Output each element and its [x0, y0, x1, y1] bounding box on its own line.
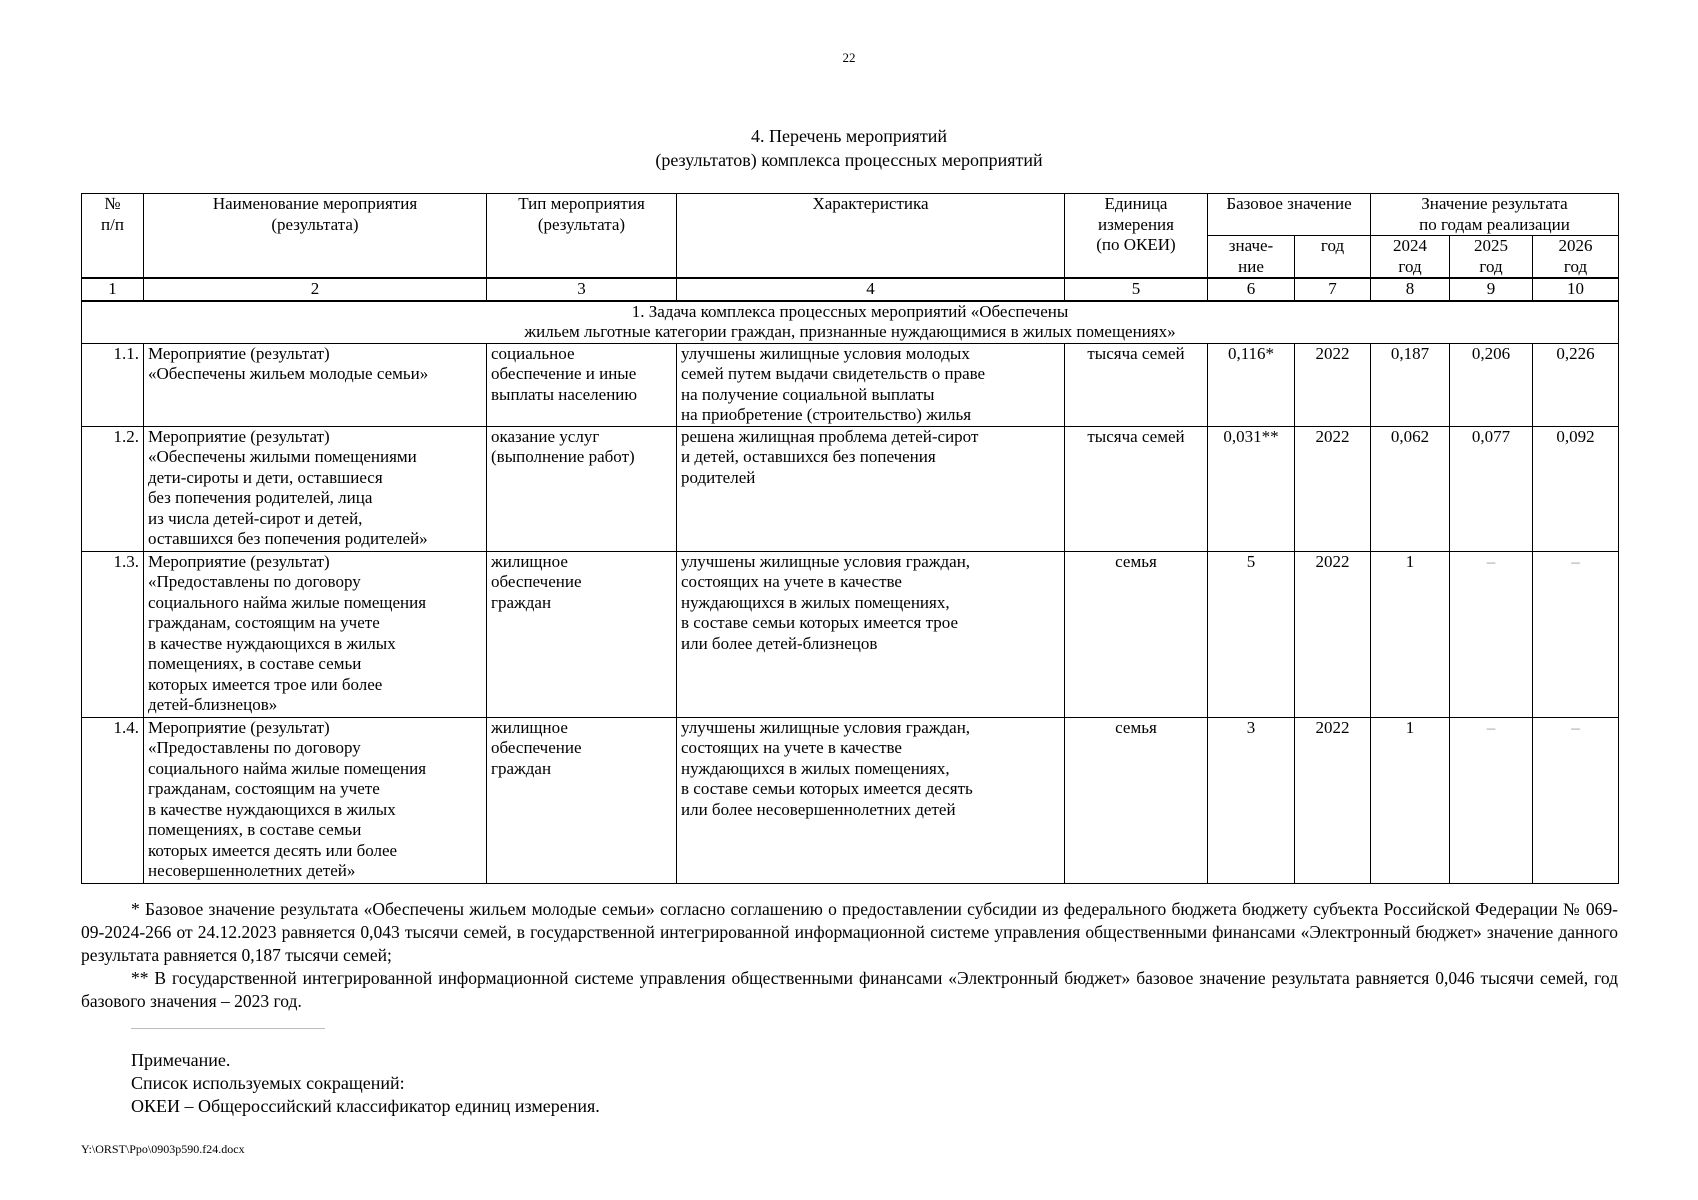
table-row	[82, 551, 1619, 717]
row-unit: тысяча семей	[1065, 343, 1208, 426]
footnote-1: * Базовое значение результата «Обеспечены жильем молодые семьи» согласно соглашению о предоставлении субсидии из федерального бюджета бюджету субъекта Российской Федерации № 069-09-2024-266 от 24.12.2023 равняется 0,043 тысячи семей, в государственной интегрированной информационной системе управления общественными финансами «Электронный бюджет» значение данного результата равняется 0,187 тысячи семей;	[81, 899, 1618, 965]
row-2024: 0,062	[1371, 426, 1450, 551]
row-base-year: 2022	[1295, 717, 1371, 883]
row-name: Мероприятие (результат) «Обеспечены жилыми помещениями дети-сироты и дети, оставшиеся без попечения родителей, лица из числа детей-сирот и детей, оставшихся без попечения родителей»	[144, 426, 487, 551]
row-base-value: 3	[1208, 717, 1295, 883]
column-number: 10	[1533, 278, 1619, 301]
header-unit: Единица измерения (по ОКЕИ)	[1065, 194, 1208, 279]
header-name: Наименование мероприятия (результата)	[144, 194, 487, 279]
page-number: 22	[842, 50, 856, 65]
row-num: 1.2.	[82, 426, 144, 551]
column-number: 3	[487, 278, 677, 301]
header-result: Значение результата по годам реализации	[1371, 194, 1619, 236]
column-number: 1	[82, 278, 144, 301]
row-base-year: 2022	[1295, 551, 1371, 717]
notes	[131, 1049, 600, 1118]
row-2025: 0,206	[1450, 343, 1533, 426]
header-base: Базовое значение	[1208, 194, 1371, 236]
separator-line	[131, 1028, 325, 1029]
row-num: 1.1.	[82, 343, 144, 426]
column-number: 5	[1065, 278, 1208, 301]
row-characteristic: улучшены жилищные условия граждан, состоящих на учете в качестве нуждающихся в жилых помещениях, в составе семьи которых имеется десять или более несовершеннолетних детей	[677, 717, 1065, 883]
header-2024: 2024 год	[1371, 236, 1450, 279]
row-2025: –	[1450, 551, 1533, 717]
header-characteristic: Характеристика	[677, 194, 1065, 279]
column-number: 6	[1208, 278, 1295, 301]
row-characteristic: улучшены жилищные условия граждан, состоящих на учете в качестве нуждающихся в жилых помещениях, в составе семьи которых имеется трое или более детей-близнецов	[677, 551, 1065, 717]
row-2024: 0,187	[1371, 343, 1450, 426]
row-2026: 0,092	[1533, 426, 1619, 551]
column-number: 7	[1295, 278, 1371, 301]
header-2026: 2026 год	[1533, 236, 1619, 279]
note-abbreviations-title: Список используемых сокращений:	[131, 1073, 405, 1093]
document-title	[0, 124, 1698, 172]
column-number: 4	[677, 278, 1065, 301]
row-type: социальное обеспечение и иные выплаты населению	[487, 343, 677, 426]
row-base-value: 0,031**	[1208, 426, 1295, 551]
task-title: 1. Задача комплекса процессных мероприятий «Обеспечены жильем льготные категории граждан, признанные нуждающимися в жилых помещениях»	[82, 301, 1619, 344]
row-unit: семья	[1065, 717, 1208, 883]
row-2024: 1	[1371, 551, 1450, 717]
row-2025: –	[1450, 717, 1533, 883]
row-unit: тысяча семей	[1065, 426, 1208, 551]
row-unit: семья	[1065, 551, 1208, 717]
row-type: оказание услуг (выполнение работ)	[487, 426, 677, 551]
row-base-value: 5	[1208, 551, 1295, 717]
row-characteristic: решена жилищная проблема детей-сирот и детей, оставшихся без попечения родителей	[677, 426, 1065, 551]
column-number: 2	[144, 278, 487, 301]
table-row	[82, 717, 1619, 883]
footnotes	[81, 898, 1618, 1013]
row-type: жилищное обеспечение граждан	[487, 717, 677, 883]
row-base-year: 2022	[1295, 426, 1371, 551]
row-num: 1.4.	[82, 717, 144, 883]
table-row	[82, 343, 1619, 426]
activities-table	[81, 193, 1619, 884]
header-base-year: год	[1295, 236, 1371, 279]
table-row	[82, 426, 1619, 551]
row-2026: –	[1533, 551, 1619, 717]
note-heading: Примечание.	[131, 1050, 231, 1070]
row-name: Мероприятие (результат) «Предоставлены по договору социального найма жилые помещения гражданам, состоящим на учете в качестве нуждающихся в жилых помещениях, в составе семьи которых имеется десять или более несовершеннолетних детей»	[144, 717, 487, 883]
file-path: Y:\ORST\Ppo\0903p590.f24.docx	[81, 1142, 245, 1156]
note-okei: ОКЕИ – Общероссийский классификатор единиц измерения.	[131, 1096, 600, 1116]
row-base-value: 0,116*	[1208, 343, 1295, 426]
column-number: 9	[1450, 278, 1533, 301]
header-base-value: значе- ние	[1208, 236, 1295, 279]
title-line-2: (результатов) комплекса процессных мероприятий	[655, 150, 1043, 170]
row-base-year: 2022	[1295, 343, 1371, 426]
column-number: 8	[1371, 278, 1450, 301]
row-2026: –	[1533, 717, 1619, 883]
header-2025: 2025 год	[1450, 236, 1533, 279]
header-type: Тип мероприятия (результата)	[487, 194, 677, 279]
row-num: 1.3.	[82, 551, 144, 717]
row-2026: 0,226	[1533, 343, 1619, 426]
title-line-1: 4. Перечень мероприятий	[751, 126, 947, 146]
row-name: Мероприятие (результат) «Обеспечены жильем молодые семьи»	[144, 343, 487, 426]
row-2025: 0,077	[1450, 426, 1533, 551]
footnote-2: ** В государственной интегрированной информационной системе управления общественными финансами «Электронный бюджет» базовое значение результата равняется 0,046 тысячи семей, год базового значения – 2023 год.	[81, 968, 1618, 1011]
row-characteristic: улучшены жилищные условия молодых семей путем выдачи свидетельств о праве на получение социальной выплаты на приобретение (строительство) жилья	[677, 343, 1065, 426]
header-num: № п/п	[82, 194, 144, 279]
row-name: Мероприятие (результат) «Предоставлены по договору социального найма жилые помещения гражданам, состоящим на учете в качестве нуждающихся в жилых помещениях, в составе семьи которых имеется трое или более детей-близнецов»	[144, 551, 487, 717]
row-2024: 1	[1371, 717, 1450, 883]
row-type: жилищное обеспечение граждан	[487, 551, 677, 717]
